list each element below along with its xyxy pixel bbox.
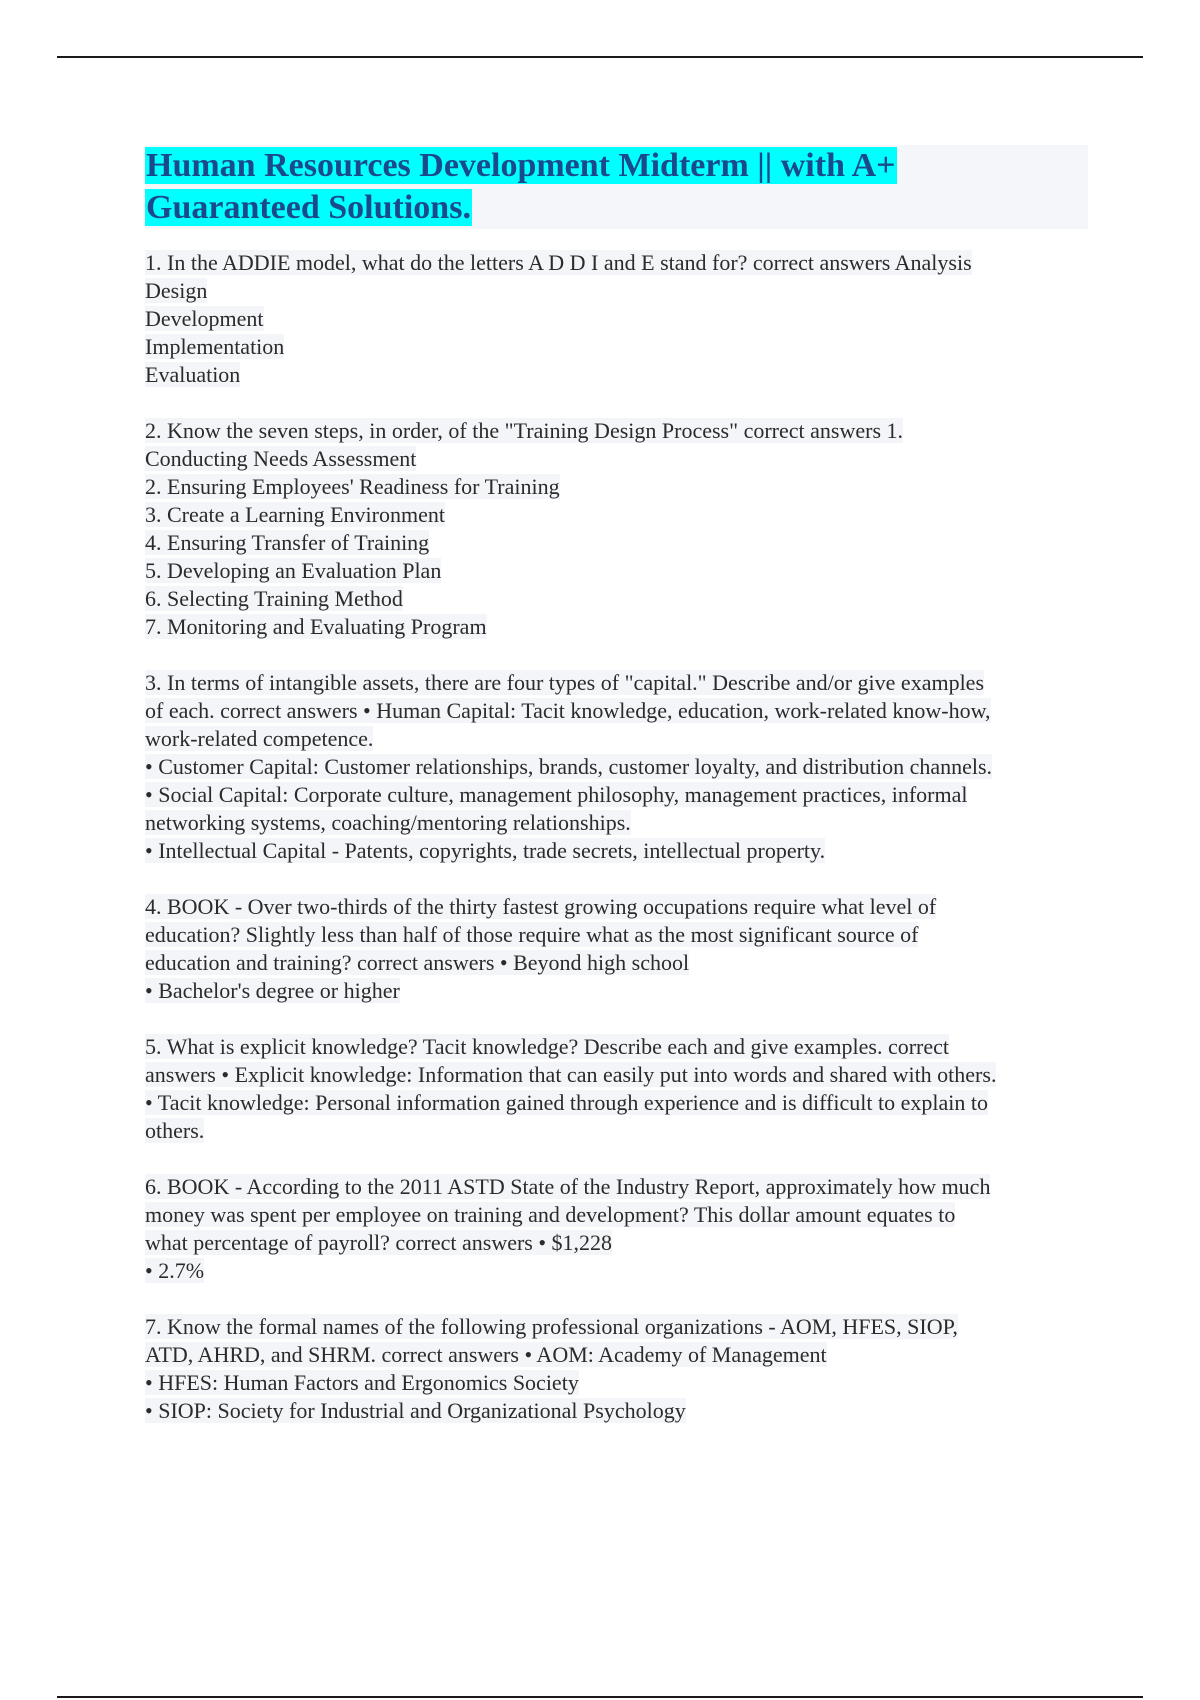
question-line: 2. Know the seven steps, in order, of the "Training Design Process" correct answers 1. [145,418,904,443]
answer-line: 5. Developing an Evaluation Plan [145,558,442,583]
answer-line: Development [145,306,264,331]
document-body [145,145,1090,1453]
answer-line: 7. Monitoring and Evaluating Program [145,614,487,639]
answer-line: Implementation [145,334,285,359]
question-line: money was spent per employee on training and development? This dollar amount equates to [145,1202,956,1227]
title-line-1: Human Resources Development Midterm || with A+ [146,147,896,184]
answer-line: 4. Ensuring Transfer of Training [145,530,430,555]
answer-line: • Bachelor's degree or higher [145,978,400,1003]
document-title [145,145,945,229]
answer-line: • Tacit knowledge: Personal information gained through experience and is difficult to explain to [145,1090,988,1115]
question-line: 4. BOOK - Over two-thirds of the thirty fastest growing occupations require what level of [145,894,937,919]
question-2 [145,417,1090,641]
answer-line: • 2.7% [145,1258,205,1283]
answer-line: 6. Selecting Training Method [145,586,403,611]
answer-line: 2. Ensuring Employees' Readiness for Training [145,474,560,499]
title-block [145,145,1088,229]
question-7 [145,1313,1090,1425]
question-line: 1. In the ADDIE model, what do the letters A D D I and E stand for? correct answers Analysis [145,250,972,275]
question-line: 5. What is explicit knowledge? Tacit knowledge? Describe each and give examples. correct [145,1034,949,1059]
question-line: of each. correct answers • Human Capital: Tacit knowledge, education, work-related know-how, [145,698,991,723]
top-rule [57,56,1143,58]
answer-line: Conducting Needs Assessment [145,446,417,471]
answer-line: • Intellectual Capital - Patents, copyrights, trade secrets, intellectual property. [145,838,826,863]
question-line: what percentage of payroll? correct answers • $1,228 [145,1230,613,1255]
question-line: 3. In terms of intangible assets, there are four types of "capital." Describe and/or give examples [145,670,985,695]
question-line: 6. BOOK - According to the 2011 ASTD State of the Industry Report, approximately how much [145,1174,991,1199]
answer-line: answers • Explicit knowledge: Information that can easily put into words and shared with others. [145,1062,997,1087]
answer-line: 3. Create a Learning Environment [145,502,445,527]
answer-line: others. [145,1118,205,1143]
answer-line: Evaluation [145,362,241,387]
question-line: 7. Know the formal names of the following professional organizations - AOM, HFES, SIOP, [145,1314,958,1339]
question-3 [145,669,1090,865]
question-line: ATD, AHRD, and SHRM. correct answers • AOM: Academy of Management [145,1342,827,1367]
question-line: education? Slightly less than half of those require what as the most significant source of [145,922,919,947]
answer-line: networking systems, coaching/mentoring relationships. [145,810,631,835]
bottom-rule [57,1696,1143,1698]
question-6 [145,1173,1090,1285]
answer-line: • Social Capital: Corporate culture, management philosophy, management practices, informal [145,782,968,807]
answer-line: • Customer Capital: Customer relationships, brands, customer loyalty, and distribution channels. [145,754,993,779]
answer-line: work-related competence. [145,726,374,751]
question-1 [145,249,1090,389]
answer-line: • SIOP: Society for Industrial and Organizational Psychology [145,1398,686,1423]
question-line: education and training? correct answers • Beyond high school [145,950,690,975]
title-line-2: Guaranteed Solutions. [146,189,471,226]
question-4 [145,893,1090,1005]
question-5 [145,1033,1090,1145]
answer-line: • HFES: Human Factors and Ergonomics Society [145,1370,579,1395]
answer-line: Design [145,278,208,303]
